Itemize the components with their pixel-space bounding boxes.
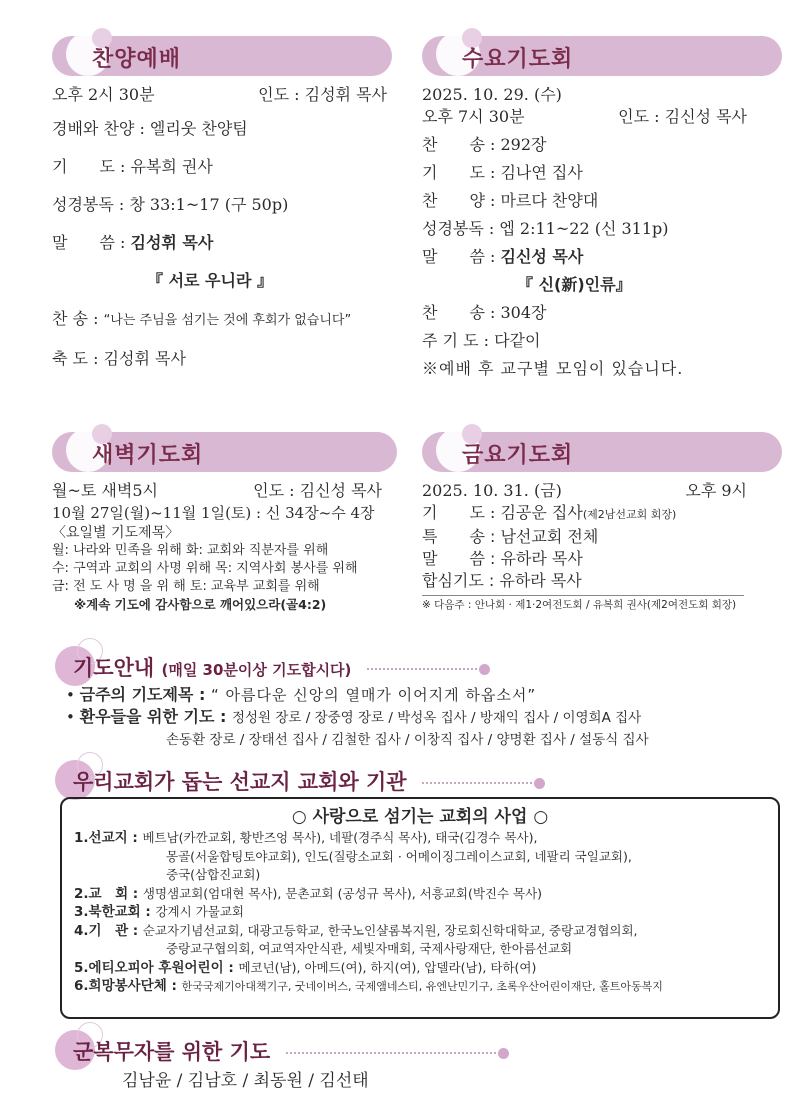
wednesday-section — [422, 36, 782, 380]
dawn-leader: 인도 : 김신성 목사 — [253, 481, 382, 500]
weekly-prayer-item: • 금주의 기도제목 : “ 아름다운 신앙의 열매가 이어지게 하옵소서” — [66, 685, 537, 704]
missions-header — [55, 762, 775, 798]
mission-item-cont: 중국(삼합진교회) — [166, 867, 261, 882]
mission-item: 5.에티오피아 후원어린이 : 메코넌(남), 아메드(여), 하지(여), 압델라(남), 타하(여) — [74, 959, 537, 976]
missions-box-title: ○ 사랑으로 섬기는 교회의 사업 ○ — [291, 807, 549, 827]
worship-hymn: 찬 송 : “나는 주님을 섬기는 것에 후회가 없습니다” — [52, 309, 352, 328]
prayer-guide-subtitle: (매일 30분이상 기도합시다) — [161, 661, 352, 679]
wednesday-header — [422, 36, 782, 76]
friday-prayer: 기 도 : 김공운 집사(제2남선교회 회장) — [422, 503, 677, 522]
friday-joint-prayer: 합심기도 : 유하라 목사 — [422, 571, 582, 590]
dot-decoration — [479, 664, 490, 675]
dotted-line — [286, 1052, 496, 1054]
patients-line2: 손동환 장로 / 장태선 집사 / 김철한 집사 / 이창직 집사 / 양명환 집사 / 설동식 집사 — [166, 732, 649, 748]
missions-box — [60, 797, 780, 1019]
worship-sermon-title: 『 서로 우니라 』 — [147, 271, 273, 290]
divider — [422, 595, 744, 613]
worship-section — [52, 36, 392, 370]
dotted-line — [422, 782, 532, 784]
friday-date: 2025. 10. 31. (금) — [422, 481, 562, 500]
dot-decoration — [534, 778, 545, 789]
wednesday-lords-prayer: 주 기 도 : 다같이 — [422, 331, 541, 350]
worship-prayer: 기 도 : 유복희 권사 — [52, 157, 213, 176]
mission-item: 4.기 관 : 순교자기념선교회, 대광고등학교, 한국노인샬롬복지원, 장로회신학대학교, 중랑교경협의회, — [74, 922, 638, 939]
wednesday-date: 2025. 10. 29. (수) — [422, 85, 562, 104]
friday-title: 금요기도회 — [462, 443, 574, 468]
prayer-guide-header — [55, 648, 775, 684]
mission-item-cont: 몽골(서울합팅토야교회), 인도(질랑소교회 · 어메이징그레이스교회, 네팔리 국일교회), — [166, 848, 632, 864]
dot-decoration — [498, 1048, 509, 1059]
friday-section — [422, 432, 782, 613]
prayer-guide-title: 기도안내 — [73, 656, 155, 680]
wednesday-prayer: 기 도 : 김나연 집사 — [422, 163, 583, 182]
wednesday-scripture: 성경봉독 : 엡 2:11~22 (신 311p) — [422, 219, 669, 238]
mission-item: 1.선교지 : 베트남(카깐교회, 황반즈엉 목사), 네팔(경주식 목사), 태국(김경수 목사), — [74, 830, 538, 846]
wednesday-title: 수요기도회 — [462, 47, 574, 72]
friday-sermon: 말 씀 : 유하라 목사 — [422, 549, 583, 568]
worship-title: 찬양예배 — [92, 47, 182, 72]
worship-benediction: 축 도 : 김성휘 목사 — [52, 349, 186, 368]
worship-scripture: 성경봉독 : 창 33:1~17 (구 50p) — [52, 195, 289, 214]
dawn-range: 10월 27일(월)~11월 1일(토) : 신 34장~수 4장 — [52, 504, 375, 522]
mission-item: 2.교 회 : 생명샘교회(엄대현 목사), 문촌교회 (공성규 목사), 서흥교회(박진수 목사) — [74, 885, 543, 902]
military-header — [55, 1032, 775, 1068]
worship-leader: 인도 : 김성휘 목사 — [258, 85, 387, 104]
worship-praise: 경배와 찬양 : 엘리웃 찬양팀 — [52, 119, 248, 138]
wednesday-note: ※예배 후 교구별 모임이 있습니다. — [422, 359, 684, 378]
bullet-icon: • — [66, 708, 80, 726]
friday-header — [422, 432, 782, 472]
friday-special: 특 송 : 남선교회 전체 — [422, 527, 599, 546]
friday-time: 오후 9시 — [685, 481, 747, 500]
dawn-header — [52, 432, 397, 472]
dawn-title: 새벽기도회 — [92, 443, 204, 468]
worship-sermon-speaker: 김성휘 목사 — [130, 233, 214, 252]
dawn-section — [52, 432, 397, 614]
dawn-topics-header: 〈요일별 기도제목〉 — [52, 525, 180, 541]
worship-header — [52, 36, 392, 76]
worship-sermon: 말 씀 : 김성휘 목사 — [52, 233, 214, 252]
wednesday-choir: 찬 양 : 마르다 찬양대 — [422, 191, 599, 210]
missions-title: 우리교회가 돕는 선교지 교회와 기관 — [73, 770, 407, 794]
wednesday-sermon-title: 『 신(新)인류』 — [517, 275, 632, 294]
military-title: 군복무자를 위한 기도 — [73, 1040, 271, 1064]
dawn-topic: 금: 전 도 사 명 을 위 해 토: 교육부 교회를 위해 — [52, 579, 320, 594]
dawn-time: 월~토 새벽5시 — [52, 481, 158, 500]
patients-prayer-item: • 환우들을 위한 기도 : 정성원 장로 / 장중영 장로 / 박성옥 집사 / 방재익 집사 / 이영희A 집사 — [66, 707, 642, 726]
friday-next-week: ※ 다음주 : 안나회 · 제1·2여전도회 / 유복희 권사(제2여전도회 회장) — [422, 599, 737, 611]
dawn-topic: 수: 구역과 교회의 사명 위해 목: 지역사회 봉사를 위해 — [52, 561, 358, 576]
wednesday-leader: 인도 : 김신성 목사 — [618, 107, 747, 126]
worship-time: 오후 2시 30분 — [52, 85, 155, 104]
dotted-line — [367, 668, 477, 670]
wednesday-time: 오후 7시 30분 — [422, 107, 525, 126]
wednesday-hymn2: 찬 송 : 304장 — [422, 303, 547, 322]
prayer-guide-body — [66, 684, 786, 751]
mission-item: 3.북한교회 : 강계시 가물교회 — [74, 904, 244, 920]
wednesday-sermon-speaker: 김신성 목사 — [500, 247, 584, 266]
military-names: 김남윤 / 김남호 / 최동원 / 김선태 — [122, 1071, 369, 1091]
wednesday-hymn1: 찬 송 : 292장 — [422, 135, 547, 154]
dawn-topic: 월: 나라와 민족을 위해 화: 교회와 직분자를 위해 — [52, 543, 329, 558]
mission-item-cont: 중랑교구협의회, 여교역자안식관, 세빛자매회, 국제사랑재단, 한아름선교회 — [166, 941, 573, 956]
mission-item: 6.희망봉사단체 : 한국국제기아대책기구, 굿네이버스, 국제앰네스티, 유엔난민기구, 초록우산어린이재단, 홀트아동복지 — [74, 978, 663, 994]
bullet-icon: • — [66, 686, 80, 704]
dawn-verse: ※계속 기도에 감사함으로 깨어있으라(골4:2) — [74, 597, 327, 612]
wednesday-sermon: 말 씀 : 김신성 목사 — [422, 247, 584, 266]
